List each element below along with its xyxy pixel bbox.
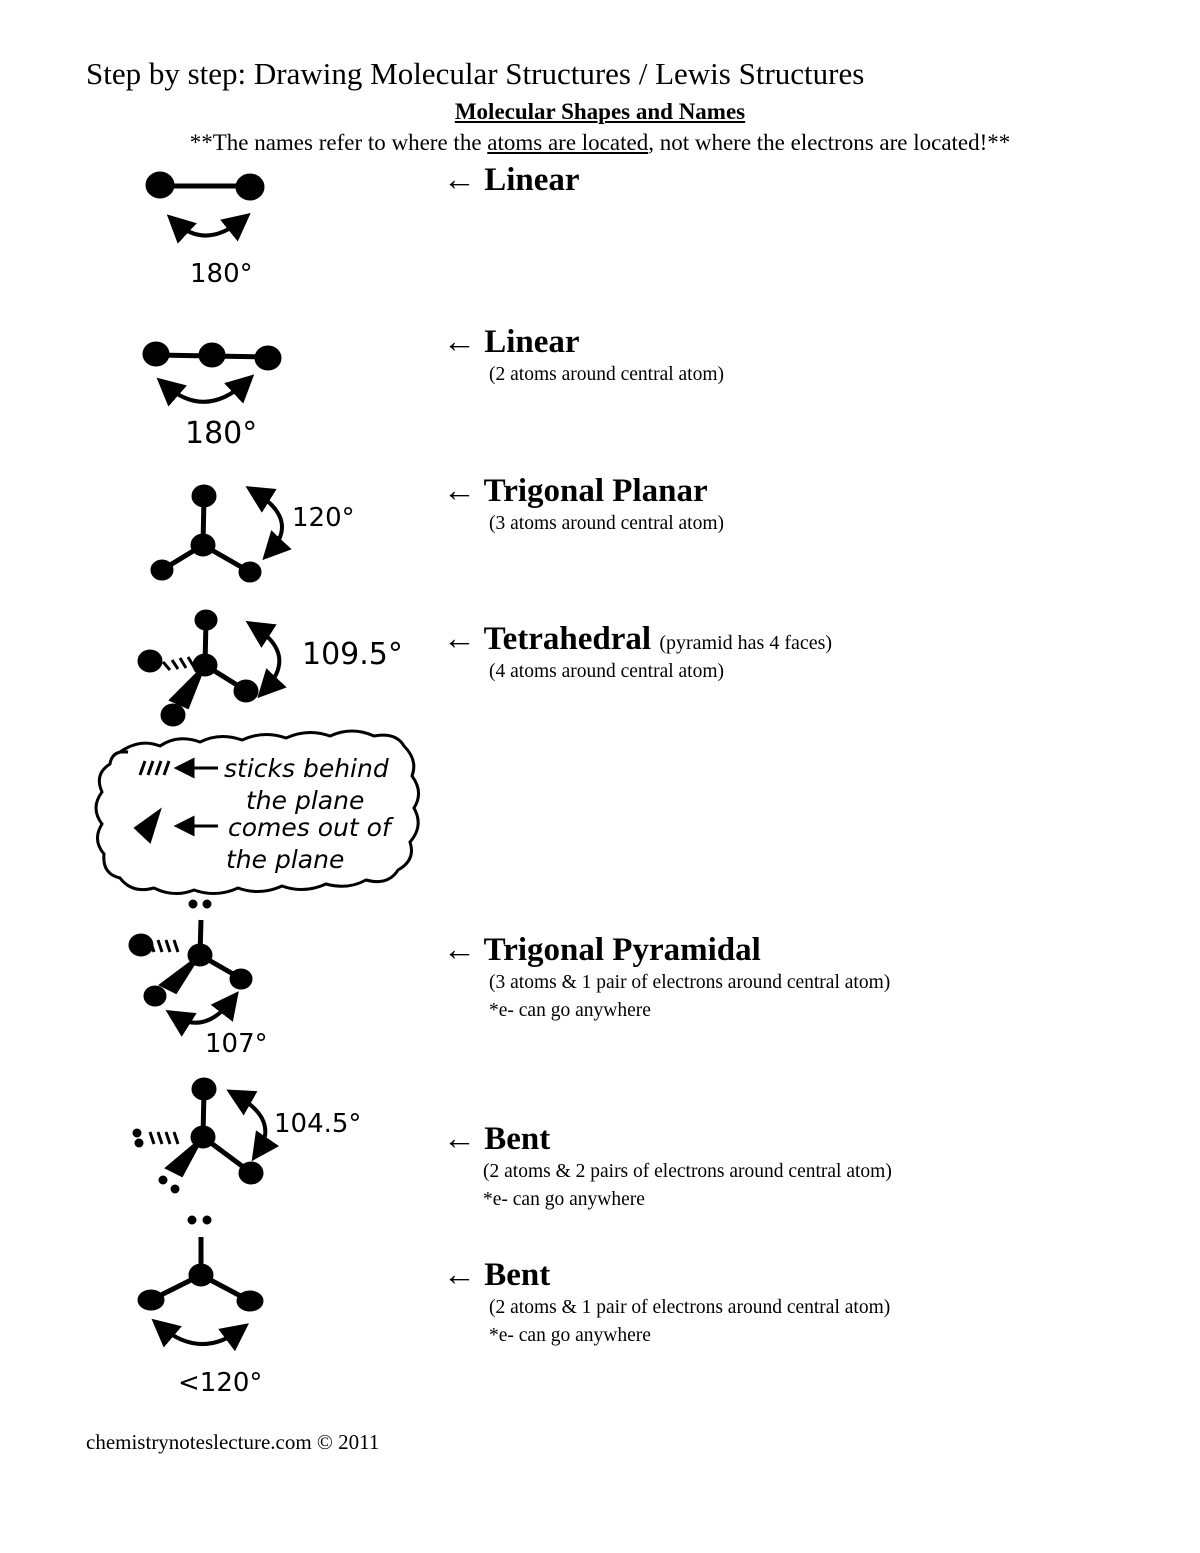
shape-description: (3 atoms & 1 pair of electrons around central atom) [489, 972, 891, 993]
lone-pair-dot [171, 1185, 179, 1193]
angle-label: 107° [205, 1029, 268, 1059]
legend-dashed-label-2: the plane [246, 786, 365, 815]
legend-cloud [96, 731, 419, 894]
legend-wedge-label-2: the plane [226, 845, 345, 874]
molecule-linear [143, 342, 281, 451]
shape-note: *e- can go anywhere [489, 1325, 651, 1346]
arrow-left-icon: ← [443, 1121, 476, 1157]
angle-label: 180° [185, 416, 258, 451]
lone-pair-dot [133, 1129, 141, 1137]
legend-wedge-label-1: comes out of [228, 813, 391, 842]
arrow-left-icon: ← [443, 162, 476, 198]
shape-name-text: Bent [484, 1121, 551, 1157]
molecule-bent-1pair [138, 1216, 263, 1398]
page-subtitle: Molecular Shapes and Names [454, 99, 746, 124]
shape-description: (3 atoms around central atom) [489, 513, 724, 534]
shape-name-text: Trigonal Pyramidal [483, 932, 761, 968]
shape-name-text: Linear [484, 324, 580, 360]
shape-note: *e- can go anywhere [489, 1000, 651, 1021]
angle-label: 104.5° [274, 1109, 362, 1139]
shape-note: *e- can go anywhere [483, 1189, 645, 1210]
shape-description: (2 atoms around central atom) [489, 364, 724, 385]
shape-name-text: Bent [484, 1257, 551, 1293]
shape-name-text: Trigonal Planar [483, 473, 708, 509]
molecule-linear-diatomic [146, 172, 264, 289]
molecule-bent-2pairs [133, 1078, 361, 1193]
lone-pair-dot [203, 1216, 211, 1224]
legend-dashed-label-1: sticks behind [224, 754, 389, 783]
angle-label: 180° [190, 259, 253, 289]
naming-note-suffix: , not where the electrons are located!** [648, 130, 1011, 155]
shape-name-text: Tetrahedral [483, 621, 652, 657]
shape-description: (2 atoms & 1 pair of electrons around central atom) [489, 1297, 891, 1318]
naming-note-underlined: atoms are located [487, 130, 649, 155]
lone-pair-dot [159, 1176, 167, 1184]
lone-pair-dot [135, 1139, 143, 1147]
dashed-bond [163, 657, 194, 670]
angle-label: 120° [292, 503, 355, 533]
arrow-left-icon: ← [443, 1257, 476, 1293]
wedge-bond-icon [135, 810, 160, 842]
page-title: Step by step: Drawing Molecular Structures / Lewis Structures [86, 56, 865, 91]
angle-label: <120° [178, 1368, 263, 1398]
arrow-left-icon: ← [443, 621, 476, 657]
shape-name-text: Linear [484, 162, 580, 198]
lone-pair-dot [203, 900, 211, 908]
shape-aside: (pyramid has 4 faces) [659, 632, 833, 654]
arrow-left-icon: ← [443, 324, 476, 360]
dashed-bond-icon [140, 761, 169, 775]
molecule-trigonal-planar [151, 485, 355, 582]
lone-pair-dot [189, 900, 197, 908]
shape-description: (4 atoms around central atom) [489, 661, 724, 682]
angle-label: 109.5° [302, 637, 403, 672]
naming-note-prefix: **The names refer to where the [189, 130, 488, 155]
footer-copyright: chemistrynoteslecture.com © 2011 [86, 1430, 380, 1454]
arrow-left-icon: ← [443, 932, 476, 968]
molecule-tetrahedral [138, 610, 403, 726]
molecule-trigonal-pyramidal [129, 900, 268, 1059]
shape-description: (2 atoms & 2 pairs of electrons around central atom) [483, 1161, 892, 1182]
arrow-left-icon: ← [443, 473, 476, 509]
lone-pair-dot [188, 1216, 196, 1224]
